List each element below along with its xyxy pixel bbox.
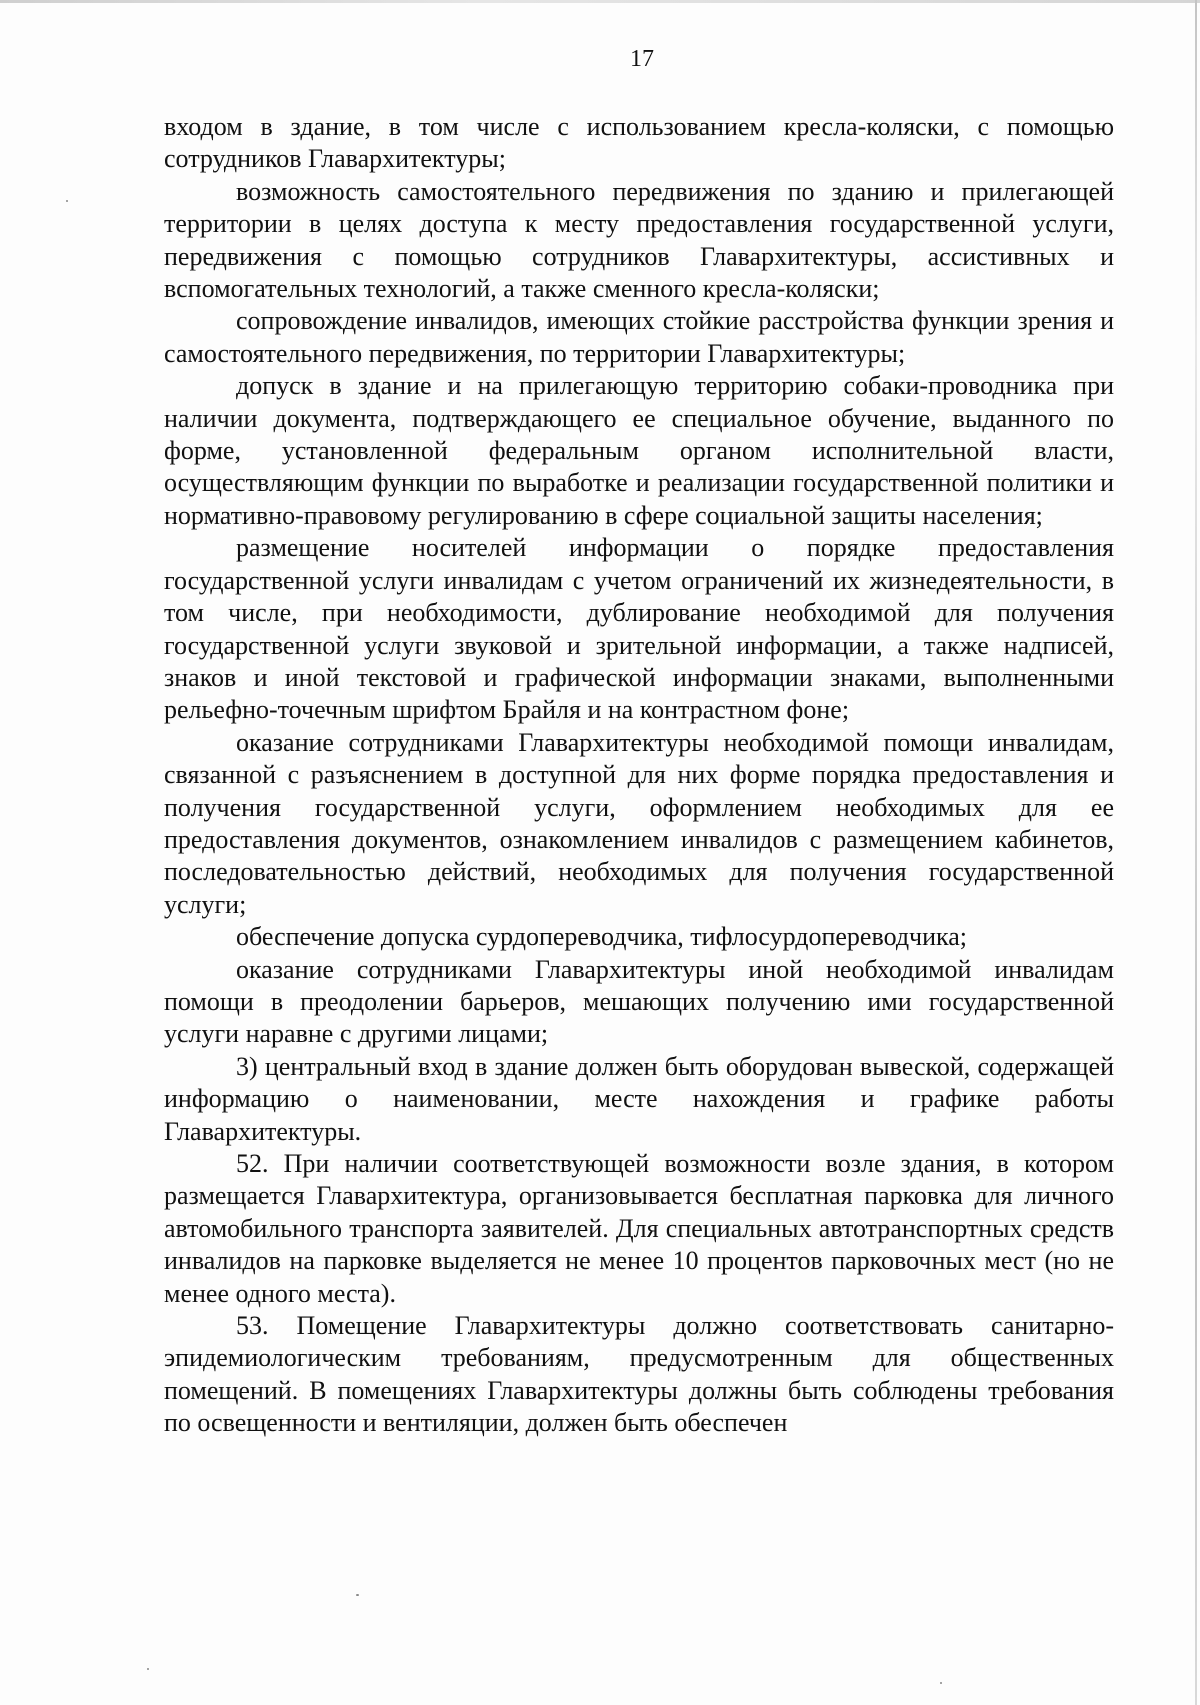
paragraph-sign-interpreter: обеспечение допуска сурдопереводчика, тифлосурдопереводчика; (236, 922, 968, 952)
paragraph-guide-dog: допуск в здание и на прилегающую территорию собаки-проводника при наличии документа, подтверждающего ее специальное обучение, выданного по форме, установленной федеральным органом исполнительной власти, осуществляющим функции по выработке и реализации государственной политики и нормативно-правовому регулированию в сфере социальной защиты населения; (164, 371, 1114, 530)
page-number: 17 (630, 46, 654, 72)
paragraph-information-media: размещение носителей информации о порядке предоставления государственной услуги инвалидам с учетом ограничений их жизнедеятельности, в том числе, при необходимости, дублирование необходимой для получения государственной услуги звуковой и зрительной информации, а также надписей, знаков и иной текстовой и графической информации знаками, выполненными рельефно-точечным шрифтом Брайля и на контрастном фоне; (164, 533, 1114, 725)
paragraph-53-premises: 53. Помещение Главархитектуры должно соответствовать санитарно-эпидемиологическим требованиям, предусмотренным для общественных помещений. В помещениях Главархитектуры должны быть соблюдены требования по освещенности и вентиляции, должен быть обеспечен (164, 1311, 1114, 1438)
scan-right-edge (1195, 0, 1197, 1705)
paragraph-escort: сопровождение инвалидов, имеющих стойкие расстройства функции зрения и самостоятельного передвижения, по территории Главархитектуры; (164, 306, 1114, 368)
paragraph-independent-movement: возможность самостоятельного передвижения по зданию и прилегающей территории в целях доступа к месту предоставления государственной услуги, передвижения с помощью сотрудников Главархитектуры, ассистивных и вспомогательных технологий, а также сменного кресла-коляски; (164, 176, 1114, 304)
scan-speck (356, 1594, 359, 1596)
paragraph-52-parking: 52. При наличии соответствующей возможности возле здания, в котором размещается Главархитектура, организовывается бесплатная парковка для личного автомобильного транспорта заявителей. Для специальных автотранспортных средств инвалидов на парковке выделяется не менее 10 процентов парковочных мест (но не менее одного места). (164, 1149, 1114, 1308)
paragraph-item-3-entrance-sign: 3) центральный вход в здание должен быть оборудован вывеской, содержащей информацию о наименовании, месте нахождения и графике работы Главархитектуры. (164, 1051, 1114, 1146)
paragraph-other-assistance: оказание сотрудниками Главархитектуры иной необходимой инвалидам помощи в преодолении барьеров, мешающих получению ими государственной услуги наравне с другими лицами; (164, 954, 1114, 1049)
paragraph-continuation: входом в здание, в том числе с использованием кресла-коляски, с помощью сотрудников Главархитектуры; (164, 112, 1114, 174)
document-body (164, 111, 1114, 1440)
scan-speck (147, 1668, 149, 1670)
scan-speck (66, 200, 68, 202)
scan-top-edge (0, 0, 1200, 3)
paragraph-staff-assistance: оказание сотрудниками Главархитектуры необходимой помощи инвалидам, связанной с разъяснением в доступной для них форме порядка предоставления и получения государственной услуги, оформлением необходимых для ее предоставления документов, ознакомлением инвалидов с размещением кабинетов, последовательностью действий, необходимых для получения государственной услуги; (164, 727, 1114, 919)
scan-speck (940, 1682, 942, 1684)
